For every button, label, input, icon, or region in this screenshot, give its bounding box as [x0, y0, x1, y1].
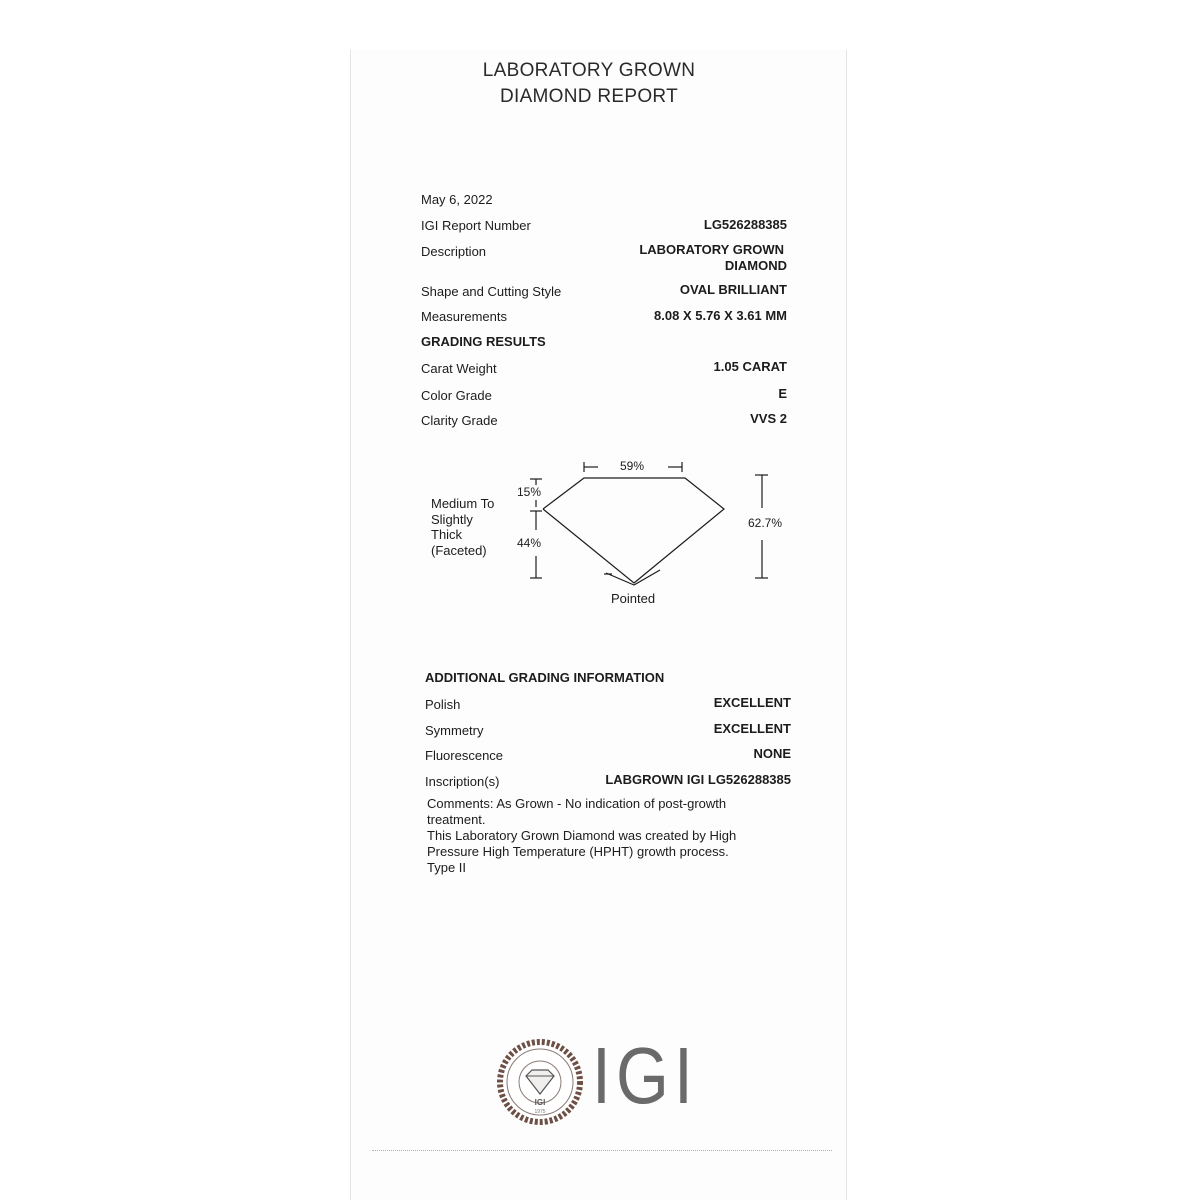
color-grade-label: Color Grade [421, 388, 492, 403]
comment-line: Type II [427, 860, 467, 875]
measurements-label: Measurements [421, 309, 507, 324]
polish-label: Polish [425, 697, 461, 712]
girdle-line: Thick [431, 527, 463, 542]
description-value-line2: DIAMOND [724, 258, 787, 273]
report-number-label: IGI Report Number [421, 218, 531, 233]
inscription-value: LABGROWN IGI LG526288385 [605, 772, 791, 787]
fluorescence-label: Fluorescence [425, 748, 504, 763]
report-date: May 6, 2022 [421, 192, 493, 207]
comment-line: treatment. [427, 812, 486, 827]
diamond-profile-outline [543, 478, 724, 583]
crown-percent: 15% [517, 485, 542, 499]
igi-logo-text: IGI [592, 1031, 698, 1120]
shape-label: Shape and Cutting Style [421, 284, 562, 299]
shape-value: OVAL BRILLIANT [679, 282, 787, 297]
symmetry-label: Symmetry [425, 723, 484, 738]
description-value-line1: LABORATORY GROWN [639, 242, 784, 257]
clarity-grade-label: Clarity Grade [421, 413, 498, 428]
report-number-value: LG526288385 [703, 217, 787, 232]
perforation-line [372, 1150, 832, 1151]
inscription-label: Inscription(s) [425, 774, 500, 789]
table-percent: 59% [620, 459, 645, 473]
seal-year: 1975 [534, 1109, 546, 1115]
carat-weight-label: Carat Weight [421, 361, 497, 376]
seal-mark: IGI [534, 1098, 546, 1107]
girdle-line: (Faceted) [431, 542, 487, 558]
fluorescence-value: NONE [753, 746, 791, 761]
pavilion-percent: 44% [517, 536, 542, 550]
comment-line: Comments: As Grown - No indication of post-growth [427, 796, 727, 811]
igi-seal-icon [490, 1032, 590, 1132]
symmetry-value: EXCELLENT [713, 721, 791, 736]
comment-line: Pressure High Temperature (HPHT) growth process. [427, 844, 729, 859]
color-grade-value: E [778, 386, 787, 401]
report-title-line1: LABORATORY GROWN [482, 60, 696, 81]
comment-line: This Laboratory Grown Diamond was created by High [427, 828, 737, 843]
total-depth-percent: 62.7% [748, 516, 783, 530]
girdle-description [431, 496, 494, 558]
measurements-value: 8.08 X 5.76 X 3.61 MM [654, 308, 787, 323]
polish-value: EXCELLENT [713, 695, 791, 710]
girdle-line: Slightly [431, 511, 473, 527]
report-title-line2: DIAMOND REPORT [499, 86, 679, 107]
grading-results-header: GRADING RESULTS [421, 334, 546, 349]
description-label: Description [421, 244, 487, 259]
girdle-line: Medium To [431, 496, 495, 511]
additional-info-header: ADDITIONAL GRADING INFORMATION [425, 670, 665, 685]
comments-block [427, 796, 777, 876]
clarity-grade-value: VVS 2 [750, 411, 787, 426]
carat-weight-value: 1.05 CARAT [713, 359, 787, 374]
culet-label: Pointed [611, 591, 656, 606]
